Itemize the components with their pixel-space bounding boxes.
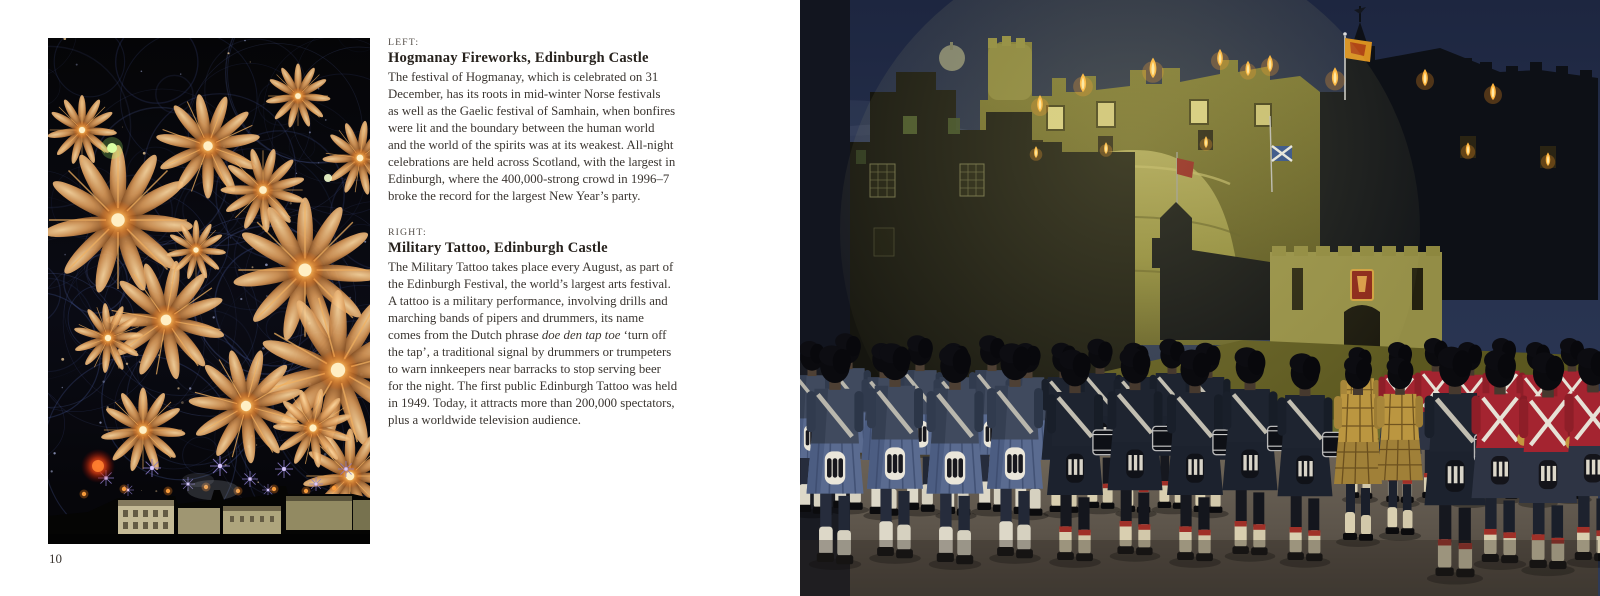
page-number: 10 [49,551,62,566]
caption-left [388,37,728,205]
hogmanay-fireworks-photo [48,38,370,544]
caption-title: Military Tattoo, Edinburgh Castle [388,240,608,256]
military-tattoo-photo [800,0,1600,596]
caption-right [388,227,728,429]
caption-kicker: RIGHT: [388,227,427,238]
caption-kicker: LEFT: [388,37,420,48]
caption-column [388,37,728,429]
tattoo-illustration [800,0,1600,596]
caption-body: The Military Tattoo takes place every August, as part of the Edinburgh Festival, the world’s largest arts festival. A tattoo is a military performance, involving drills and marching bands of pipers and drummers, its name comes from the Dutch phrase doe den tap toe ‘turn off the tap’, a traditional signal by drummers or trumpeters to warn innkeepers near barracks to stop serving beer for the night. The first public Edinburgh Tattoo was held in 1949. Today, it attracts more than 200,000 spectators, plus a worldwide television audience. [388,260,678,427]
caption-title: Hogmanay Fireworks, Edinburgh Castle [388,50,649,66]
caption-body: The festival of Hogmanay, which is celebrated on 31 December, has its roots in mid-winter Norse festivals as well as the Gaelic festival of Samhain, when bonfires were lit and the boundary between the human world and the world of the spirits was at its weakest. All-night celebrations are held across Scotland, with the largest in Edinburgh, where the 400,000-strong crowd in 1996–7 broke the record for the largest New Year’s party. [388,70,676,203]
fireworks-illustration [48,38,370,544]
